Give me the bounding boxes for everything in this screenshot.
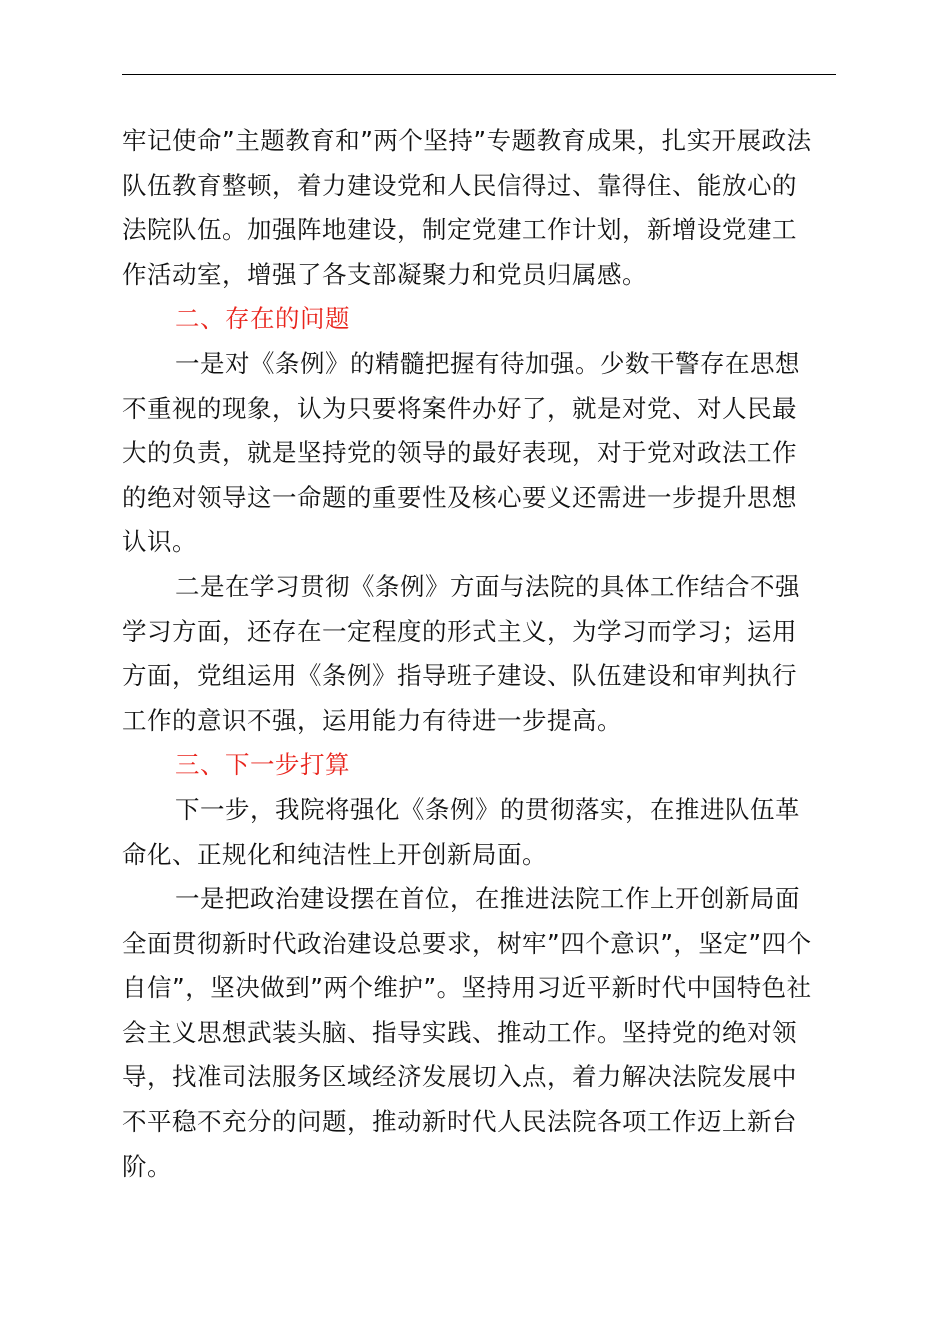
text-line: 一是对《条例》的精髓把握有待加强。少数干警存在思想 <box>175 348 800 378</box>
text-line: 方面，党组运用《条例》指导班子建设、队伍建设和审判执行 <box>122 661 797 691</box>
paragraph-next-steps-1 <box>122 877 838 1189</box>
text-line: 全面贯彻新时代政治建设总要求，树牢”四个意识”，坚定”四个 <box>122 928 812 958</box>
text-line: 认识。 <box>122 527 197 557</box>
text-line: 法院队伍。加强阵地建设，制定党建工作计划，新增设党建工 <box>122 215 797 245</box>
paragraph-problem-1 <box>122 342 838 565</box>
text-line: 的绝对领导这一命题的重要性及核心要义还需进一步提升思想 <box>122 482 797 512</box>
text-line: 二是在学习贯彻《条例》方面与法院的具体工作结合不强 <box>175 571 800 601</box>
text-line: 阶。 <box>122 1151 172 1181</box>
text-line: 不平稳不充分的问题，推动新时代人民法院各项工作迈上新台 <box>122 1107 797 1137</box>
header-rule <box>122 74 836 75</box>
text-line: 命化、正规化和纯洁性上开创新局面。 <box>122 839 547 869</box>
document-body <box>122 119 838 1189</box>
text-line: 学习方面，还存在一定程度的形式主义，为学习而学习；运用 <box>122 616 797 646</box>
text-line: 自信”，坚决做到”两个维护”。坚持用习近平新时代中国特色社 <box>122 973 812 1003</box>
text-line: 不重视的现象，认为只要将案件办好了，就是对党、对人民最 <box>122 393 797 423</box>
text-line: 大的负责，就是坚持党的领导的最好表现，对于党对政法工作 <box>122 438 797 468</box>
paragraph-problem-2 <box>122 565 838 743</box>
text-line: 工作的意识不强，运用能力有待进一步提高。 <box>122 705 622 735</box>
paragraph-next-steps-intro <box>122 788 838 877</box>
intro-paragraph <box>122 119 838 297</box>
section-heading-next-steps: 三、下一步打算 <box>175 750 350 780</box>
text-line: 会主义思想武装头脑、指导实践、推动工作。坚持党的绝对领 <box>122 1017 797 1047</box>
text-line: 队伍教育整顿，着力建设党和人民信得过、靠得住、能放心的 <box>122 170 797 200</box>
section-heading-problems: 二、存在的问题 <box>175 304 350 334</box>
text-line: 一是把政治建设摆在首位，在推进法院工作上开创新局面 <box>175 884 800 914</box>
text-line: 作活动室，增强了各支部凝聚力和党员归属感。 <box>122 259 647 289</box>
text-line: 牢记使命”主题教育和”两个坚持”专题教育成果，扎实开展政法 <box>122 126 812 155</box>
text-line: 导，找准司法服务区域经济发展切入点，着力解决法院发展中 <box>122 1062 797 1092</box>
text-line: 下一步，我院将强化《条例》的贯彻落实，在推进队伍革 <box>175 794 800 824</box>
